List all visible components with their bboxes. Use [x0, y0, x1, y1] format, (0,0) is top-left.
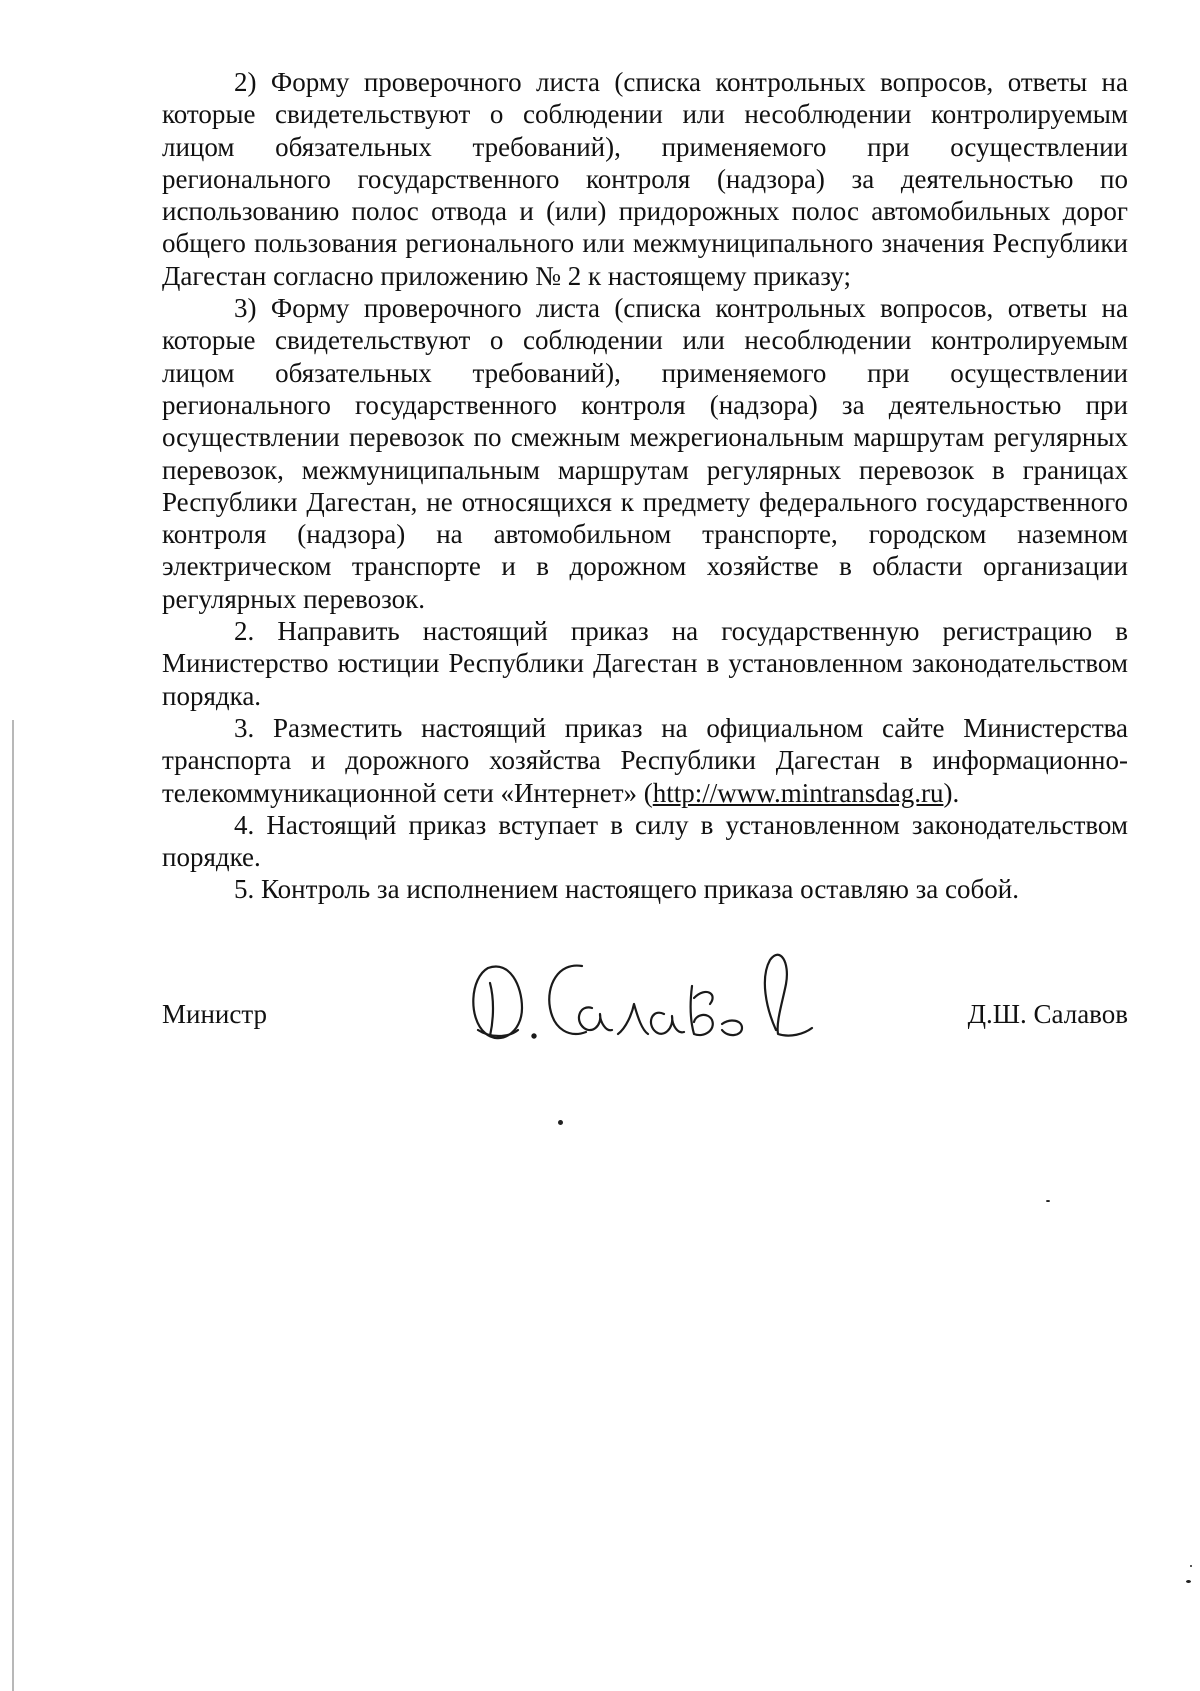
paragraph-control: 5. Контроль за исполнением настоящего приказа оставляю за собой. [234, 874, 1019, 905]
ministry-website-link[interactable]: http://www.mintransdag.ru [652, 777, 944, 808]
scan-speck [1186, 1580, 1191, 1583]
scan-speck [1046, 1200, 1050, 1202]
paragraph-publish-text: 3. Разместить настоящий приказ на официальном сайте Министерства транспорта и дорожного хозяйства Республики Дагестан в информационно-телекоммуникационной сети «Интернет» ( [162, 712, 1128, 808]
paragraph-effective: 4. Настоящий приказ вступает в силу в установленном законодательством порядке. [162, 809, 1128, 873]
position-title: Министр [162, 999, 267, 1029]
scan-speck [1190, 1565, 1192, 1567]
paragraph-registration: 2. Направить настоящий приказ на государственную регистрацию в Министерство юстиции Республики Дагестан в установленном законодательством порядка. [162, 616, 1128, 711]
paragraph-publish [162, 712, 1128, 809]
scan-speck [558, 1120, 563, 1125]
document-body [162, 66, 1128, 906]
paragraph-form-3: 3) Форму проверочного листа (списка контрольных вопросов, ответы на которые свидетельствуют о соблюдении или несоблюдении контролируемым лицом обязательных требований), применяемого при осуществлении регионального государственного контроля (надзора) за деятельностью при осуществлении перевозок по смежным межрегиональным маршрутам регулярных перевозок, межмуниципальным маршрутам регулярных перевозок в границах Республики Дагестан, не относящихся к предмету федерального государственного контроля (надзора) на автомобильном транспорте, городском наземном электрическом транспорте и в дорожном хозяйстве в области организации регулярных перевозок. [162, 293, 1128, 614]
paragraph-publish-end: ). [943, 777, 960, 808]
signer-name: Д.Ш. Салавов [967, 999, 1128, 1029]
scan-edge-line [12, 720, 14, 1691]
paragraph-form-2: 2) Форму проверочного листа (списка контрольных вопросов, ответы на которые свидетельствуют о соблюдении или несоблюдении контролируемым лицом обязательных требований), применяемого при осуществлении регионального государственного контроля (надзора) за деятельностью по использованию полос отвода и (или) придорожных полос автомобильных дорог общего пользования регионального или межмуниципального значения Республики Дагестан согласно приложению № 2 к настоящему приказу; [162, 67, 1128, 291]
signature-row [162, 998, 1128, 1038]
